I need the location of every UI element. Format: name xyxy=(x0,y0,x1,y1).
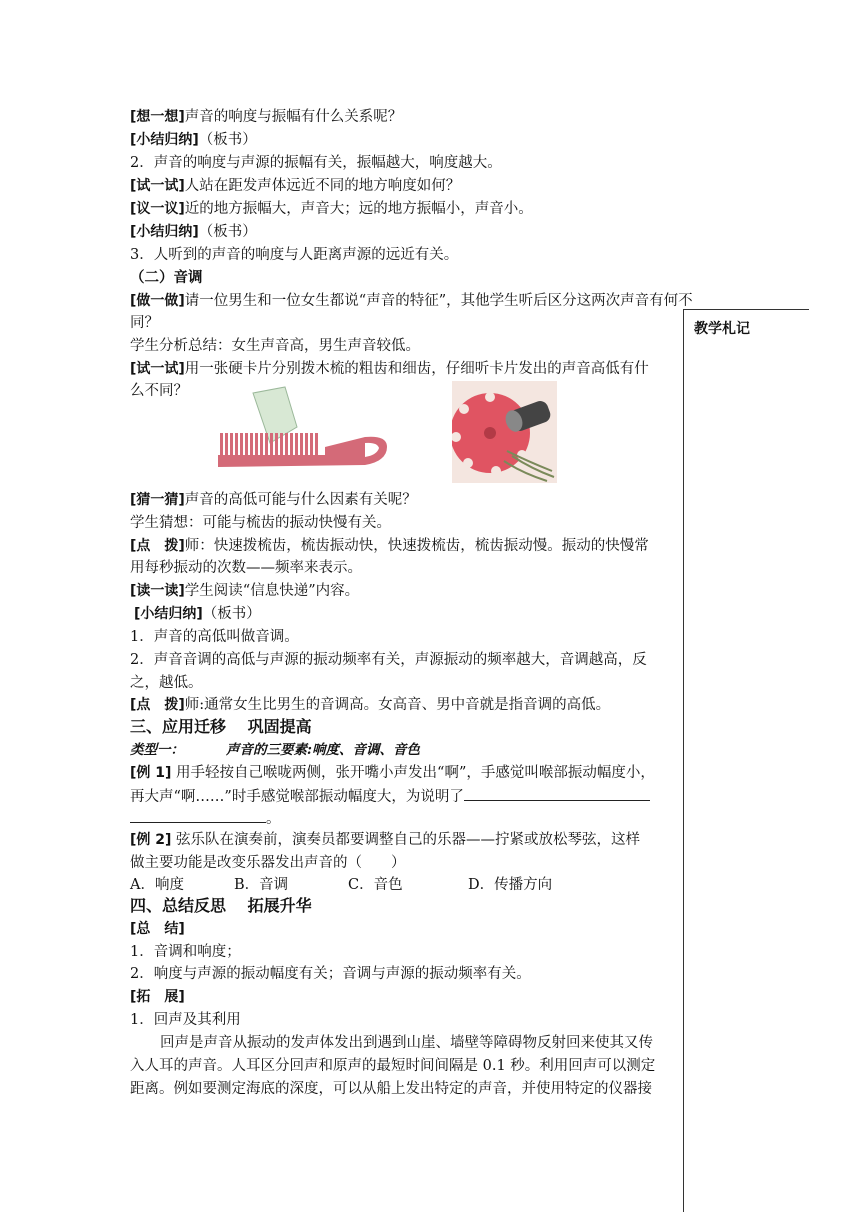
text-line: [读一读]学生阅读“信息快递”内容。 xyxy=(130,583,360,599)
text-line: 么不同？ xyxy=(130,383,188,399)
text-line: 做主要功能是改变乐器发出声音的（ ） xyxy=(130,855,406,871)
text-line: 距离。例如要测定海底的深度，可以从船上发出特定的声音，并使用特定的仪器接 xyxy=(130,1081,652,1097)
text-line: [试一试]用一张硬卡片分别拨木梳的粗齿和细齿，仔细听卡片发出的声音高低有什 xyxy=(130,361,649,377)
text-line: [点 拨]师：快速拨梳齿，梳齿振动快，快速拨梳齿，梳齿振动慢。振动的快慢常 xyxy=(130,538,649,554)
text-line: 2．声音的响度与声源的振幅有关，振幅越大，响度越大。 xyxy=(130,155,502,171)
text-line: [点 拨]师:通常女生比男生的音调高。女高音、男中音就是指音调的高低。 xyxy=(130,697,611,713)
answer-blank[interactable] xyxy=(464,786,650,801)
text-line: 1．声音的高低叫做音调。 xyxy=(130,629,299,645)
text-line: [例 1] 用手轻按自己喉咙两侧，张开嘴小声发出“啊”，手感觉叫喉部振动幅度小， xyxy=(130,765,655,781)
option-b[interactable]: B．音调 xyxy=(234,877,289,893)
section-heading: 三、应用迁移 巩固提高 xyxy=(130,717,312,736)
text-line: 之，越低。 xyxy=(130,675,203,691)
text-line: 同？ xyxy=(130,315,159,331)
section-heading: 四、总结反思 拓展升华 xyxy=(130,896,312,915)
text-line: 类型一： 声音的三要素:响度、音调、音色 xyxy=(130,742,420,758)
text-line: [做一做]请一位男生和一位女生都说“声音的特征”，其他学生听后区分这两次声音有何不 xyxy=(130,293,693,309)
options-line xyxy=(130,875,680,895)
option-c[interactable]: C．音色 xyxy=(348,877,403,893)
text-line: 学生分析总结：女生声音高，男生声音较低。 xyxy=(130,338,420,354)
option-a[interactable]: A．响度 xyxy=(130,877,184,893)
notes-column-divider xyxy=(683,309,684,1212)
text-line: [议一议]近的地方振幅大，声音大；远的地方振幅小，声音小。 xyxy=(130,201,533,217)
notes-column-top-border xyxy=(683,309,809,310)
section-subheading: （二）音调 xyxy=(130,270,203,286)
text-line: [试一试]人站在距发声体远近不同的地方响度如何？ xyxy=(130,178,461,194)
text-line: 回声是声音从振动的发声体发出到遇到山崖、墙壁等障碍物反射回来使其又传 xyxy=(160,1035,653,1051)
text-line: 1．音调和响度； xyxy=(130,944,241,960)
text-line: 2．声音音调的高低与声源的振动频率有关，声源振动的频率越大，音调越高，反 xyxy=(130,652,647,668)
text-line: [总 结] xyxy=(130,921,185,937)
text-line: [小结归纳]（板书） xyxy=(134,606,261,622)
text-line: 再大声“啊……”时手感觉喉部振动幅度大，为说明了 xyxy=(130,786,680,807)
text-line: [小结归纳]（板书） xyxy=(130,224,257,240)
notes-column-title: 教学札记 xyxy=(694,321,750,337)
option-d[interactable]: D．传播方向 xyxy=(468,877,553,893)
text-line: [拓 展] xyxy=(130,989,185,1005)
text-line: 1．回声及其利用 xyxy=(130,1012,241,1028)
text-line: 。 xyxy=(130,808,680,829)
text-line: 3．人听到的声音的响度与人距离声源的远近有关。 xyxy=(130,247,459,263)
text-line: 入人耳的声音。人耳区分回声和原声的最短时间间隔是 0.1 秒。利用回声可以测定 xyxy=(130,1058,656,1074)
comb-card-illustration xyxy=(215,385,390,471)
text-line: 学生猜想：可能与梳齿的振动快慢有关。 xyxy=(130,515,391,531)
text-line: [想一想]声音的响度与振幅有什么关系呢？ xyxy=(130,109,403,125)
answer-blank[interactable] xyxy=(130,808,266,823)
text-line: 2．响度与声源的振动幅度有关；音调与声源的振动频率有关。 xyxy=(130,966,531,982)
text-line: [猜一猜]声音的高低可能与什么因素有关呢？ xyxy=(130,492,417,508)
text-line: 用每秒振动的次数——频率来表示。 xyxy=(130,560,362,576)
text-line: [例 2] 弦乐队在演奏前，演奏员都要调整自己的乐器——拧紧或放松琴弦，这样 xyxy=(130,832,641,848)
text-line: [小结归纳]（板书） xyxy=(130,132,257,148)
siren-disk-illustration xyxy=(452,381,557,483)
